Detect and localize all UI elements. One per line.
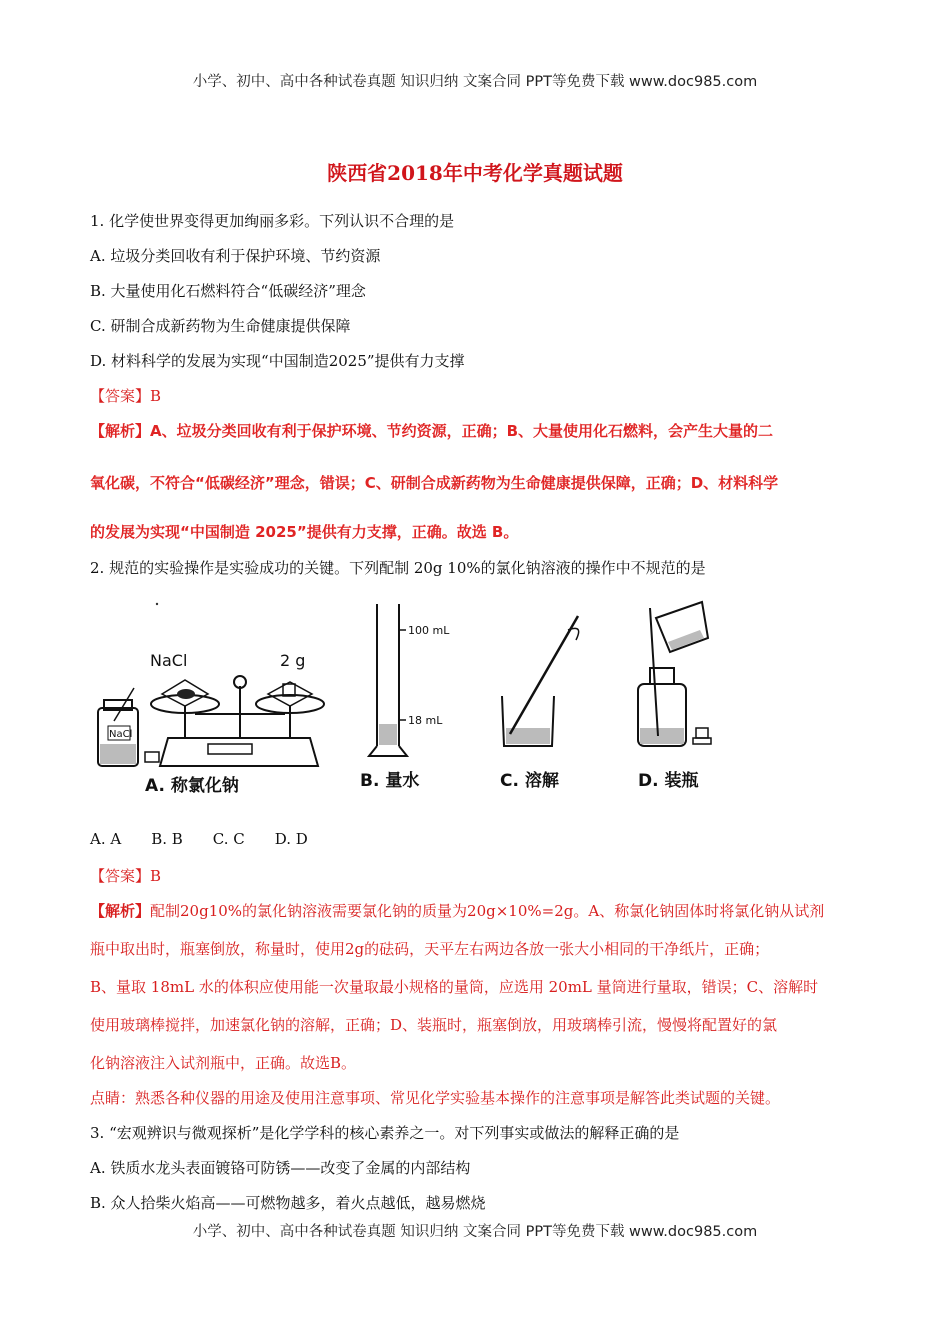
q1-stem: 1. 化学使世界变得更加绚丽多彩。下列认识不合理的是	[90, 212, 455, 230]
page-footer: 小学、初中、高中各种试卷真题 知识归纳 文案合同 PPT等免费下载 www.doc985.com	[192, 1224, 758, 1240]
q2-options	[90, 830, 338, 848]
beaker-diagram	[500, 616, 579, 791]
caption-a: A. 称氯化钠	[145, 776, 239, 796]
q3-option-a: A. 铁质水龙头表面镀铬可防锈——改变了金属的内部结构	[90, 1159, 471, 1177]
lab-operations-figure	[90, 596, 730, 806]
bottle-label: NaCl	[109, 729, 133, 740]
q2-option-a: A. A	[90, 830, 122, 848]
page-header: 小学、初中、高中各种试卷真题 知识归纳 文案合同 PPT等免费下载 www.doc985.com	[192, 74, 758, 90]
q2-tip: 点睛：熟悉各种仪器的用途及使用注意事项、常见化学实验基本操作的注意事项是解答此类试题的关键。	[90, 1089, 781, 1107]
q2-analysis-line-5: 化钠溶液注入试剂瓶中，正确。故选B。	[90, 1054, 357, 1072]
answer-value: B	[150, 387, 162, 405]
label-18ml: 18 mL	[408, 714, 443, 727]
q2-answer	[90, 865, 161, 886]
analysis-label: 【解析】	[90, 422, 151, 440]
q1-analysis-line-2: 氧化碳，不符合“低碳经济”理念，错误；C、研制合成新药物为生命健康提供保障，正确；D、材料科学	[90, 474, 779, 492]
q2-stem: 2. 规范的实验操作是实验成功的关键。下列配制 20g 10%的氯化钠溶液的操作中不规范的是	[90, 559, 706, 577]
q1-option-d: D. 材料科学的发展为实现“中国制造2025”提供有力支撑	[90, 352, 465, 370]
q2-analysis-line-2: 瓶中取出时，瓶塞倒放，称量时，使用2g的砝码，天平左右两边各放一张大小相同的干净纸片，正确；	[90, 940, 770, 958]
q1-option-c: C. 研制合成新药物为生命健康提供保障	[90, 317, 351, 335]
q1-analysis-line-1	[90, 420, 773, 441]
label-100ml: 100 mL	[408, 624, 450, 637]
caption-b: B. 量水	[360, 771, 420, 791]
q2-analysis-line-1	[90, 900, 824, 921]
q3-option-b: B. 众人拾柴火焰高——可燃物越多，着火点越低，越易燃烧	[90, 1194, 486, 1212]
answer-label: 【答案】	[90, 867, 151, 885]
label-2g: 2 g	[280, 651, 306, 670]
q2-option-d: D. D	[274, 830, 308, 848]
cylinder-diagram	[360, 604, 450, 791]
q1-analysis-line-3: 的发展为实现“中国制造 2025”提供有力支撑，正确。故选 B。	[90, 523, 519, 541]
q1-answer	[90, 385, 161, 406]
q2-option-b: B. B	[151, 830, 183, 848]
analysis-text: 配制20g10%的氯化钠溶液需要氯化钠的质量为20g×10%=2g。A、称氯化钠固体时将氯化钠从试剂	[150, 902, 825, 920]
caption-c: C. 溶解	[500, 771, 559, 791]
balance-diagram	[98, 603, 324, 796]
q2-analysis-line-4: 使用玻璃棒搅拌，加速氯化钠的溶解，正确；D、装瓶时，瓶塞倒放，用玻璃棒引流，慢慢将配置好的氯	[90, 1016, 778, 1034]
page-title: 陕西省2018年中考化学真题试题	[327, 161, 623, 185]
q1-option-a: A. 垃圾分类回收有利于保护环境、节约资源	[90, 247, 381, 265]
q3-stem: 3. “宏观辨识与微观探析”是化学学科的核心素养之一。对下列事实或做法的解释正确的是	[90, 1124, 680, 1142]
label-nacl: NaCl	[150, 651, 188, 670]
q1-option-b: B. 大量使用化石燃料符合“低碳经济”理念	[90, 282, 366, 300]
analysis-text: A、垃圾分类回收有利于保护环境、节约资源，正确；B、大量使用化石燃料，会产生大量的二	[150, 422, 774, 440]
caption-d: D. 装瓶	[638, 771, 699, 791]
q2-analysis-line-3: B、量取 18mL 水的体积应使用能一次量取最小规格的量筒，应选用 20mL 量筒进行量取，错误；C、溶解时	[90, 978, 819, 996]
analysis-label: 【解析】	[90, 902, 151, 920]
q2-option-c: C. C	[212, 830, 245, 848]
answer-label: 【答案】	[90, 387, 151, 405]
answer-value: B	[150, 867, 162, 885]
bottle-pour-diagram	[638, 602, 711, 791]
